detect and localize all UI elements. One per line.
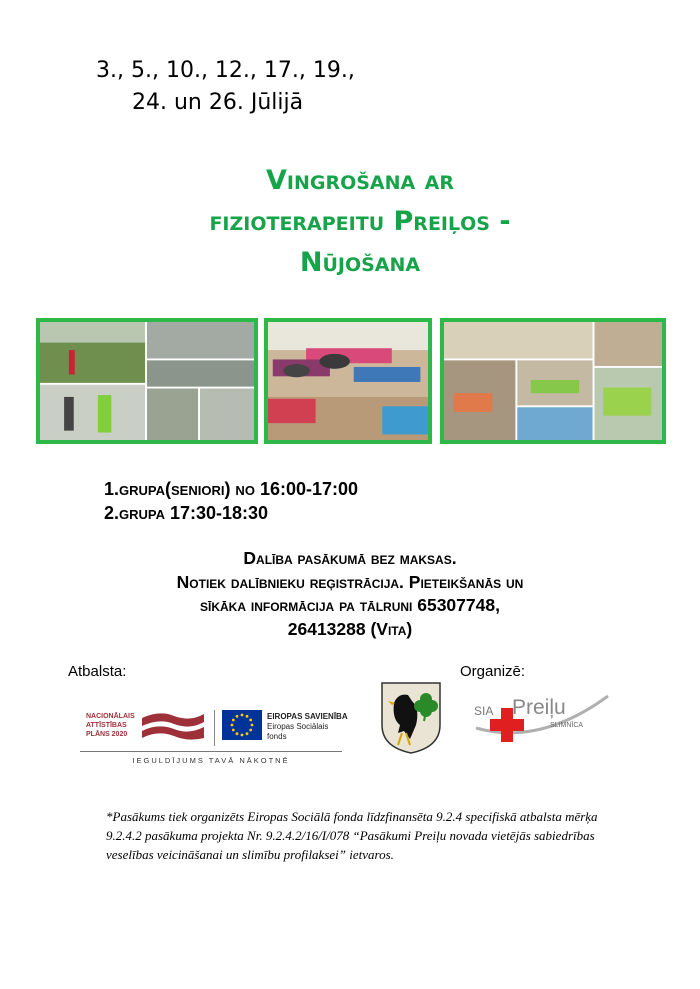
eu-line-3: fonds [267,732,287,741]
nap-line-3: PLĀNS 2020 [86,731,128,738]
preili-hospital-logo [470,688,610,750]
funding-footnote: *Pasākums tiek organizēts Eiropas Sociālā fonda līdzfinansēta 9.2.4 specifiskā atbalsta mērķa 9.2.4.2 pasākuma projekta Nr. 9.2.4.2/16/I/078 “Pasākumi Preiļu novada vietējās sabiedrības veselības veicināšanai un slimību profilaksei” ietvaros. [106,809,598,862]
dates-line-2: 24. un 26. Jūlijā [132,90,304,115]
photo-collage-outdoor [36,318,258,444]
investment-slogan: IEGULDĪJUMS TAVĀ NĀKOTNĒ [132,756,290,765]
registration-info [90,547,610,641]
dates-line-1: 3., 5., 10., 12., 17., 19., [96,58,355,83]
schedule-group-2: 2.grupa 17:30-18:30 [104,503,269,523]
info-line-4: 26413288 (Vita) [287,618,413,639]
nap-line-1: NACIONĀLAIS [86,713,135,720]
title-line-1: Vingrošana ar [266,165,454,196]
latvia-flag-icon [140,708,206,742]
hospital-sia: SIA [474,704,494,718]
info-line-2: Notiek dalībnieku reģistrācija. Pieteikšanās un [176,571,524,592]
supported-label: Atbalsta: [68,663,127,680]
photo-collage-indoor [440,318,666,444]
eu-logo-text [267,712,348,742]
logo-divider [214,710,215,746]
nap-logo-text [86,712,135,739]
hospital-subtitle: SLIMNĪCA [550,722,584,729]
eu-line-2: Eiropas Sociālais [267,722,329,731]
organizer-label: Organizē: [460,663,526,680]
eu-funding-logo [72,698,354,780]
slogan-rule [80,751,342,752]
title-line-3: Nūjošana [299,247,421,278]
info-line-3: sīkāka informācija pa tālruni 65307748, [200,595,500,615]
eu-line-1: EIROPAS SAVIENĪBA [267,712,348,721]
eu-flag-icon [222,710,262,740]
nap-line-2: ATTĪSTĪBAS [86,722,127,729]
photo-stretching-mats [264,318,432,444]
info-line-1: Dalība pasākumā bez maksas. [243,548,457,568]
hospital-name: Preiļu [512,696,566,719]
event-title [60,160,660,283]
schedule-group-1: 1.grupa(seniori) no 16:00-17:00 [104,479,359,499]
title-line-2: fizioterapeitu Preiļos - [209,206,511,237]
preili-coat-of-arms-icon [380,681,442,755]
